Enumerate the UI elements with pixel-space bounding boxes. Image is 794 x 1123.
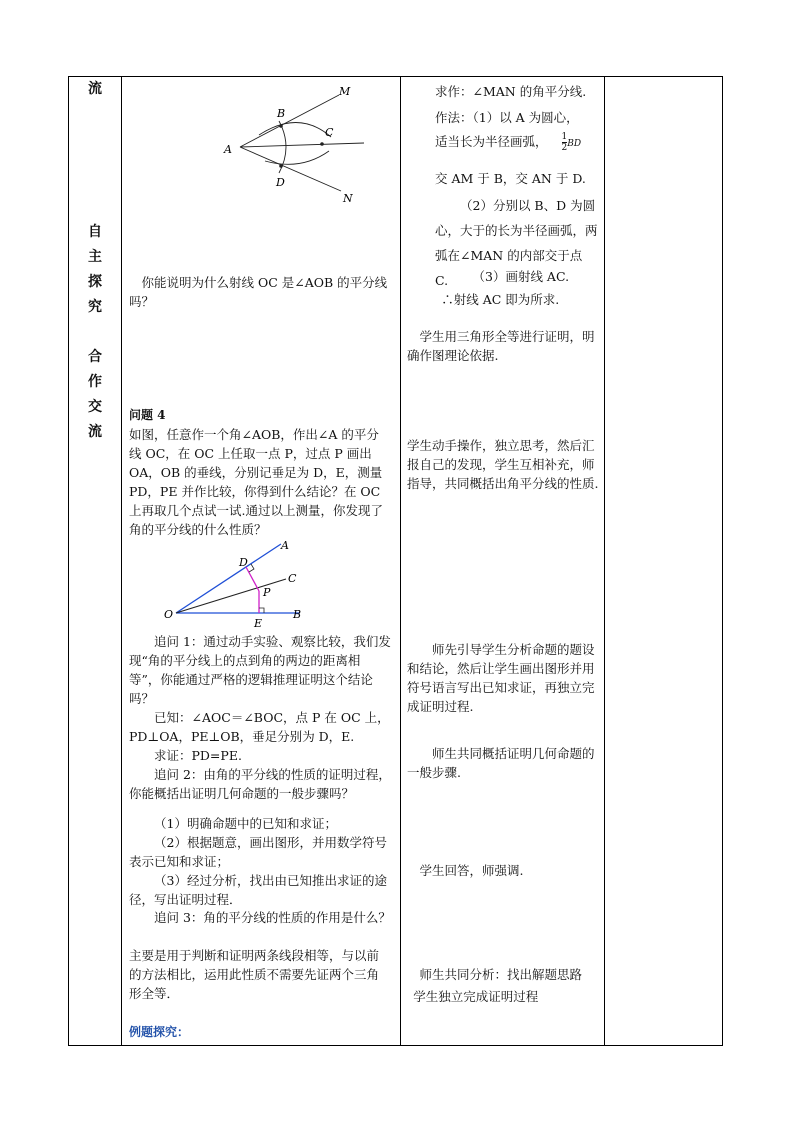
example-heading: 例题探究： (129, 1025, 190, 1039)
student-note-4: 师生共同概括证明几何命题的一般步骤. (407, 746, 595, 780)
method-2: （2）分别以 B、D 为圆心，大于的长为半径画弧，两弧在∠MAN 的内部交于点 C. (435, 198, 598, 288)
column-divider (400, 77, 401, 1045)
stage-top-char: 流 (88, 81, 102, 97)
fig2-label-o: O (164, 608, 174, 621)
fig2-label-p: P (263, 586, 271, 599)
fig2-label-a: A (281, 539, 289, 552)
construction-conclusion: ∴射线 AC 即为所求. (441, 292, 560, 307)
figure-bisector-property (164, 539, 314, 629)
fraction-numerator: 1 (561, 132, 568, 142)
fig1-label-n: N (343, 192, 353, 205)
method-1b-line (435, 132, 603, 154)
student-note-1: 学生用三角形全等进行证明，明确作图理论依据. (407, 329, 595, 363)
method-3: （3）画射线 AC. (472, 269, 570, 284)
method-1c: 交 AM 于 B，交 AN 于 D. (435, 171, 586, 186)
fraction-denominator: 2 (561, 143, 568, 153)
problem4-text: 如图，任意作一个角∠AOB，作出∠A 的平分线 OC，在 OC 上任取一点 P，过点 P 画出 OA，OB 的垂线，分别记垂足为 D，E，测量 PD，PE 并作比较，你得到什么结论？在 OC 上再取几个点试一试.通过以上测量，你发现了角的平分线的什么性质？ (129, 427, 383, 537)
student-note-5: 学生回答，师强调. (419, 863, 524, 878)
fig1-label-c: C (325, 126, 334, 139)
student-note-6a: 师生共同分析：找出解题思路 (419, 967, 583, 982)
answer-3: 主要是用于判断和证明两条线段相等，与以前的方法相比，运用此性质不需要先证两个三角形全等． (129, 948, 380, 1001)
to-prove: 求证：PD=PE. (154, 748, 242, 763)
fig2-label-c: C (288, 572, 297, 585)
fraction-tail: BD (567, 139, 582, 149)
problem4-title: 问题 4 (129, 408, 166, 422)
method-1b: 适当长为半径画弧， (435, 134, 548, 149)
follow-up-3: 追问 3：角的平分线的性质的作用是什么？ (154, 910, 391, 925)
fig1-label-b: B (277, 107, 286, 120)
lesson-table (68, 76, 723, 1046)
fig2-label-b: B (293, 608, 302, 621)
follow-up-1: 追问 1：通过动手实验、观察比较，我们发现“角的平分线上的点到角的两边的距离相等”，你能通过严格的逻辑推理证明这个结论吗？ (129, 634, 391, 706)
column-divider (604, 77, 605, 1045)
stage-self-explore-4: 究 (88, 299, 102, 315)
figure-angle-construction (219, 81, 369, 206)
fig2-label-e: E (254, 617, 263, 629)
stage-self-explore-2: 主 (88, 249, 102, 265)
follow-up-2: 追问 2：由角的平分线的性质的证明过程，你能概括出证明几何命题的一般步骤吗？ (129, 767, 391, 801)
stage-cooperate-2: 作 (88, 374, 102, 390)
stage-cooperate-3: 交 (88, 399, 102, 415)
stage-self-explore-3: 探 (88, 274, 102, 290)
question-oc: 你能说明为什么射线 OC 是∠AOB 的平分线吗？ (129, 275, 388, 309)
construct-title: 求作：∠MAN 的角平分线. (435, 84, 587, 99)
student-note-3: 师先引导学生分析命题的题设和结论，然后让学生画出图形并用符号语言写出已知求证，再独立完成证明过程. (407, 642, 595, 714)
fig1-label-d: D (276, 176, 285, 189)
fig1-label-m: M (339, 85, 351, 98)
column-divider (121, 77, 122, 1045)
proof-step-2: （2）根据题意，画出图形，并用数学符号表示已知和求证； (129, 835, 387, 869)
fig2-label-d: D (239, 556, 248, 569)
fig1-label-a: A (224, 143, 232, 156)
stage-column (69, 77, 121, 1045)
stage-cooperate-4: 流 (88, 424, 102, 440)
proof-step-1: （1）明确命题中的已知和求证； (154, 816, 337, 831)
student-note-2: 学生动手操作，独立思考，然后汇报自己的发现，学生互相补充，师指导，共同概括出角平分线的性质. (407, 438, 599, 491)
stage-cooperate-1: 合 (88, 349, 102, 365)
method-1a: 作法：（1）以 A 为圆心， (435, 110, 579, 125)
proof-step-3: （3）经过分析，找出由已知推出求证的途径，写出证明过程． (129, 873, 387, 907)
stage-self-explore-1: 自 (88, 224, 102, 240)
known-conditions: 已知：∠AOC＝∠BOC，点 P 在 OC 上，PD⊥OA，PE⊥OB，垂足分别为 D，E. (129, 710, 390, 744)
student-note-6b: 学生独立完成证明过程 (413, 989, 539, 1004)
